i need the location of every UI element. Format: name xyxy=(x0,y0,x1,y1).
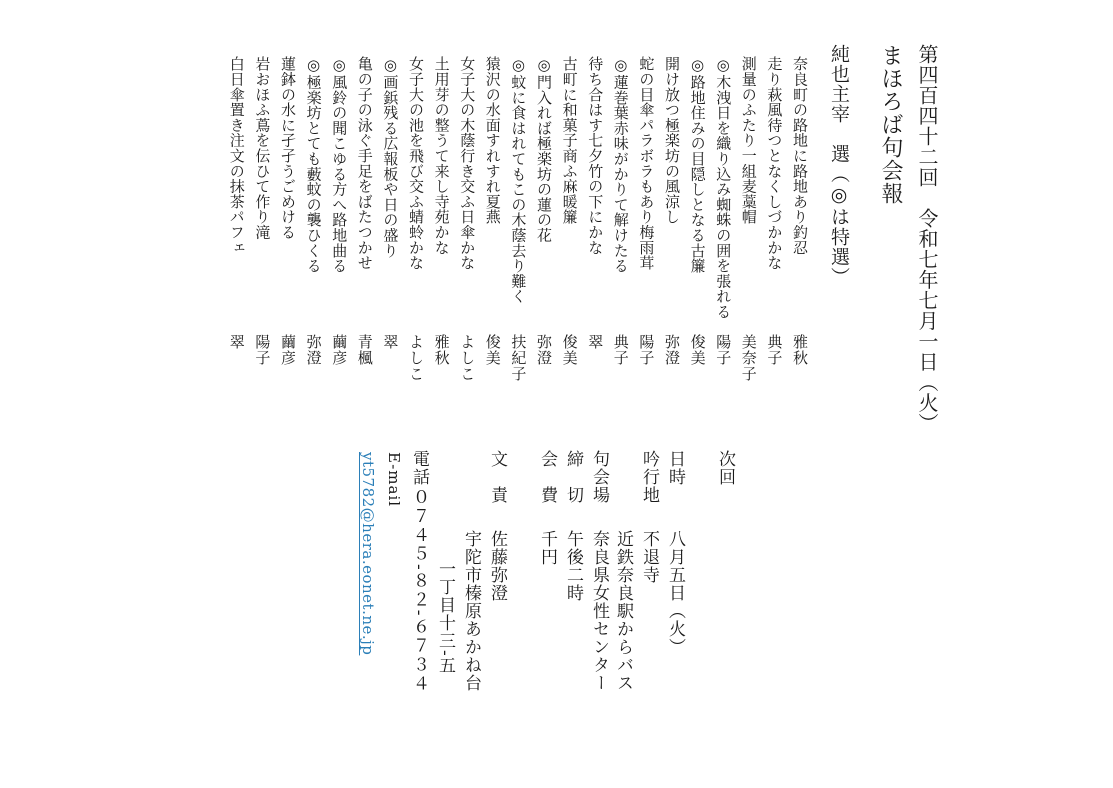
newsletter-title: まほろば句会報 xyxy=(878,44,903,205)
haiku-text: 女子大の池を飛び交ふ蜻蛉かな xyxy=(407,56,425,271)
haiku-text: 女子大の木蔭行き交ふ日傘かな xyxy=(458,56,477,271)
haiku-author: 青楓 xyxy=(355,334,374,366)
venue-label: 句会場 xyxy=(589,450,609,504)
haiku-text: 蓮鉢の水に孑孑うごめける xyxy=(279,56,297,240)
date-label: 日時 xyxy=(665,450,685,486)
haiku-author: 翠 xyxy=(381,334,400,350)
haiku-text: 開け放つ極楽坊の風涼し xyxy=(663,56,681,225)
haiku-text: ◎門入れば極楽坊の蓮の花 xyxy=(535,56,553,243)
haiku-text: 白日傘置き注文の抹茶パフェ xyxy=(227,56,246,255)
haiku-author: 弥澄 xyxy=(535,334,553,366)
haiku-text: 蛇の目傘パラボラもあり梅雨茸 xyxy=(637,56,656,271)
ginko-access: 近鉄奈良駅からバス xyxy=(613,530,633,692)
ginko-value: 不退寺 xyxy=(639,530,659,584)
next-heading: 次回 xyxy=(715,450,735,486)
haiku-text: ◎路地住みの目隠しとなる古簾 xyxy=(688,56,707,274)
email-link[interactable]: yt5782@hera.eonet.ne.jp xyxy=(359,452,377,656)
haiku-author: 雅秋 xyxy=(791,334,809,366)
haiku-text: 猿沢の水面すれすれ夏燕 xyxy=(483,56,502,225)
haiku-author: 弥澄 xyxy=(663,334,681,366)
haiku-author: 陽子 xyxy=(253,334,272,366)
phone-label: 電話 xyxy=(409,450,429,486)
fee-label: 会 費 xyxy=(537,450,557,504)
haiku-author: 俊美 xyxy=(560,334,579,366)
haiku-text: 土用芽の整うて来し寺苑かな xyxy=(432,56,451,255)
haiku-text: 岩おほふ蔦を伝ひて作り滝 xyxy=(253,56,272,240)
haiku-author: 弥澄 xyxy=(304,334,323,366)
haiku-text: ◎蚊に食はれてもこの木蔭去り難く xyxy=(509,56,528,304)
haiku-author: 繭彦 xyxy=(279,334,297,366)
haiku-author: 典子 xyxy=(611,334,630,366)
venue-value: 奈良県女性センター xyxy=(589,530,609,692)
haiku-text: 待ち合はす七夕竹の下にかな xyxy=(586,56,605,255)
haiku-text: 奈良町の路地に路地あり釣忍 xyxy=(791,56,809,255)
haiku-text: 古町に和菓子商ふ麻暖簾 xyxy=(560,56,579,225)
fee-value: 千円 xyxy=(537,530,557,566)
haiku-author: 扶紀子 xyxy=(509,334,528,382)
haiku-text: ◎風鈴の聞こゆる方へ路地曲る xyxy=(330,56,349,274)
haiku-text: 走り萩風待つとなくしづかかな xyxy=(765,56,784,271)
haiku-author: 美奈子 xyxy=(739,334,758,382)
address-line-2: 一丁目十三-五 xyxy=(435,560,455,675)
haiku-author: 雅秋 xyxy=(432,334,451,366)
haiku-author: 陽子 xyxy=(637,334,656,366)
haiku-text: ◎画鋲残る広報板や日の盛り xyxy=(381,56,400,258)
ginko-label: 吟行地 xyxy=(639,450,659,504)
deadline-label: 締 切 xyxy=(563,450,583,504)
deadline-value: 午後二時 xyxy=(563,530,583,602)
haiku-text: 測量のふたり一組麦藁帽 xyxy=(739,56,758,225)
date-value: 八月五日（火） xyxy=(665,530,685,656)
haiku-author: 陽子 xyxy=(714,334,733,366)
haiku-author: 繭彦 xyxy=(330,334,349,366)
haiku-text: ◎蓮巻葉赤味がかりて解けたる xyxy=(611,56,630,274)
address-line-1: 宇陀市榛原あかね台 xyxy=(461,530,481,692)
haiku-author: 翠 xyxy=(586,334,605,350)
haiku-author: 典子 xyxy=(765,334,784,366)
haiku-author: よしこ xyxy=(458,334,477,382)
haiku-author: 俊美 xyxy=(483,334,502,366)
phone-value: ０７４５-８２-６７３４ xyxy=(409,488,429,694)
editor-label: 文 責 xyxy=(487,450,507,504)
haiku-author: 翠 xyxy=(227,334,246,350)
email-label: E-mail xyxy=(385,452,403,508)
haiku-author: 俊美 xyxy=(688,334,707,366)
haiku-text: ◎木洩日を織り込み蜘蛛の囲を張れる xyxy=(714,56,733,320)
editor-name: 佐藤弥澄 xyxy=(487,530,507,602)
haiku-text: 亀の子の泳ぐ手足をばたつかせ xyxy=(355,56,374,271)
selection-line: 純也主宰 選（◎は特選） xyxy=(828,44,850,287)
issue-line: 第四百四十二回 令和七年七月一日（火） xyxy=(915,44,939,434)
haiku-text: ◎極楽坊とても藪蚊の襲ひくる xyxy=(304,56,323,274)
haiku-author: よしこ xyxy=(407,334,425,382)
